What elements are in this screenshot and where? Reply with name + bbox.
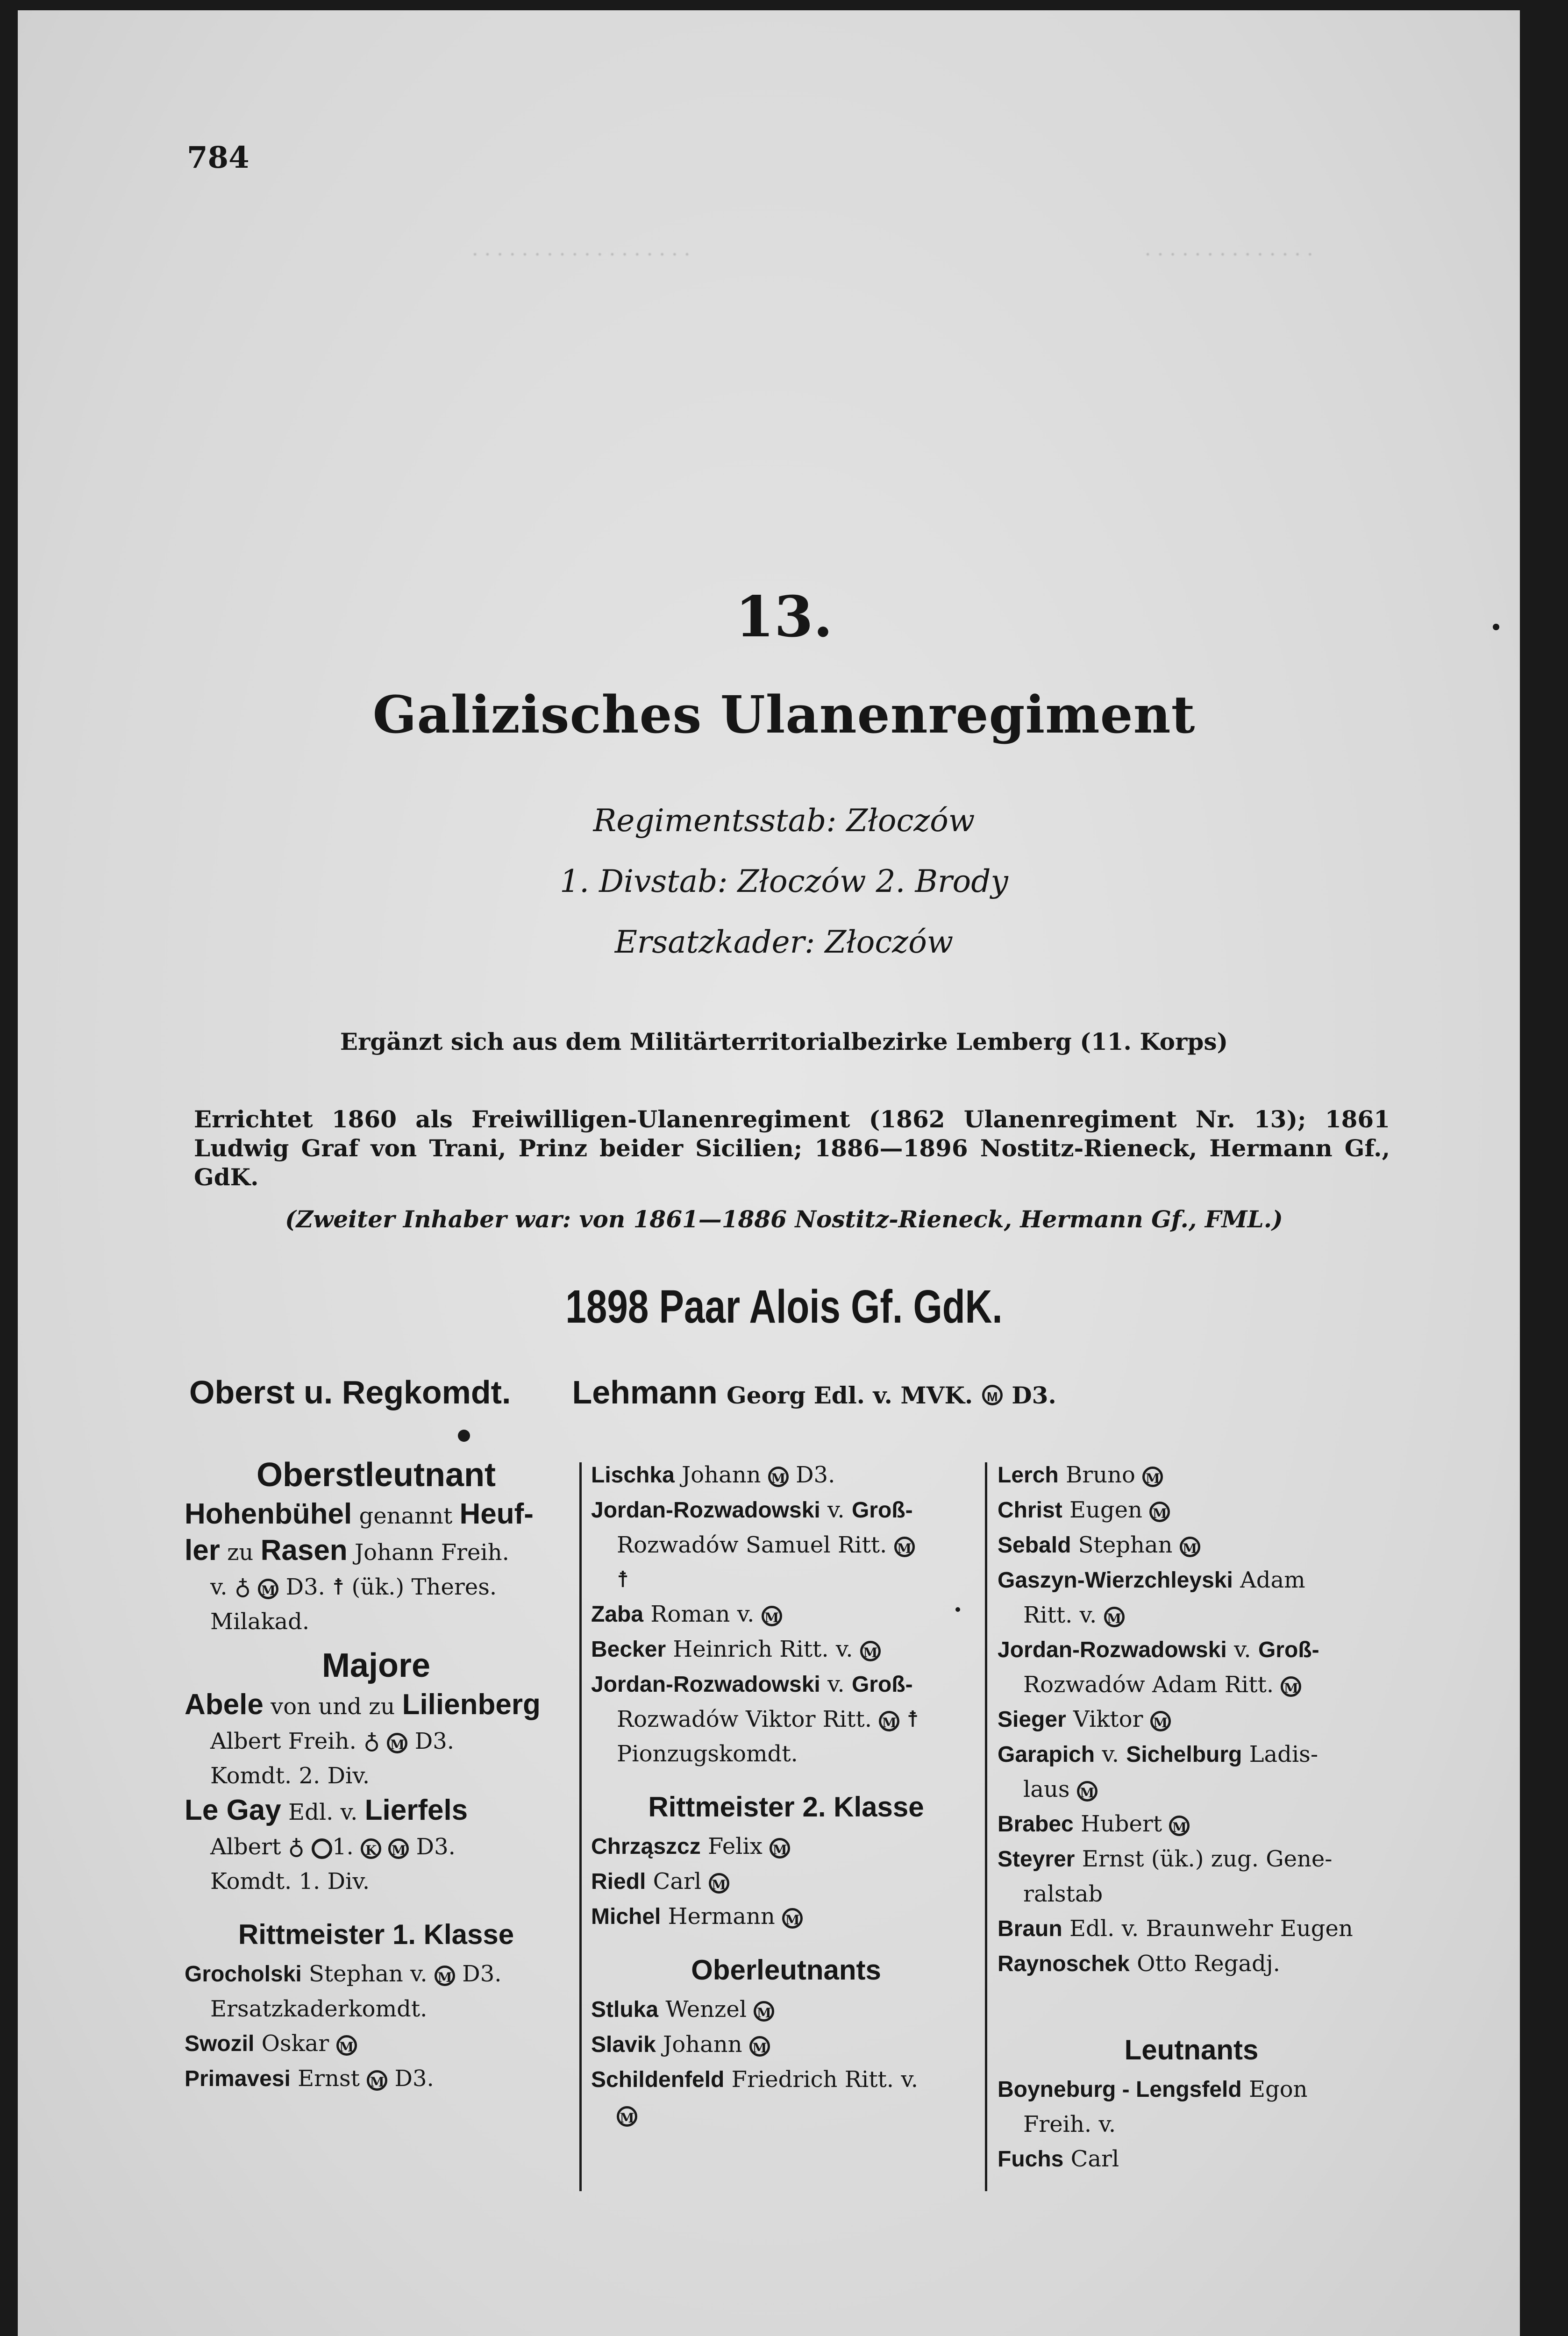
merit-medal-icon: M <box>1180 1537 1200 1557</box>
merit-medal-icon: M <box>388 1838 409 1859</box>
regiment-staff: Regimentsstab: Złoczów <box>593 803 975 839</box>
roster-entry: Steyrer Ernst (ük.) zug. Gene- ralstab <box>998 1846 1333 1907</box>
ink-speck <box>955 1607 960 1612</box>
merit-medal-icon: M <box>387 1733 407 1753</box>
commander-name: Lehmann <box>572 1374 718 1410</box>
section-heading-rittmeister-2: Rittmeister 2. Klasse <box>648 1791 924 1823</box>
regiment-number: 13. <box>735 584 833 650</box>
order-icon: ♁ <box>288 1834 305 1860</box>
reserve-cadre: Ersatzkader: Złoczów <box>614 924 954 960</box>
roster-entry: Stluka Wenzel M <box>591 1992 981 2027</box>
roster-entry: Michel Hermann M <box>591 1899 981 1934</box>
merit-medal-icon: M <box>894 1537 915 1557</box>
roster-entry: Lischka Johann M D3. <box>591 1462 835 1488</box>
ink-speck <box>458 1430 470 1442</box>
column-divider <box>985 1462 987 2191</box>
roster-entry: Jordan-Rozwadowski v. Groß- Rozwadów Samuel Ritt. M ☨ <box>591 1493 981 1597</box>
ink-speck <box>1493 624 1499 630</box>
cross-icon: ☨ <box>906 1706 919 1732</box>
merit-medal-icon: M <box>982 1385 1003 1405</box>
merit-medal-icon: M <box>258 1579 278 1599</box>
section-heading-majore: Majore <box>321 1647 431 1684</box>
roster-entry: Schildenfeld Friedrich Ritt. v. M <box>591 2066 918 2126</box>
roster-entry: Raynoschek Otto Regadj. <box>998 1951 1280 1977</box>
roster-column-2 <box>591 1458 981 2132</box>
ring-decoration-icon <box>312 1838 332 1859</box>
merit-medal-icon: M <box>1281 1676 1301 1697</box>
second-owner-note: (Zweiter Inhaber war: von 1861—1886 Nostitz-Rieneck, Hermann Gf., FML.) <box>285 1205 1283 1233</box>
bleed-through-text: · · · · · · · · · · · · · · <box>1145 243 1313 266</box>
merit-medal-icon: M <box>1169 1816 1190 1836</box>
roster-entry: Fuchs Carl <box>998 2146 1119 2172</box>
commander-rank: Oberst u. Regkomdt. <box>189 1374 511 1410</box>
roster-entry: Lerch Bruno M <box>998 1458 1385 1493</box>
order-icon: ♁ <box>234 1574 251 1600</box>
roster-entry: Le Gay Edl. v. Lierfels Albert ♁ 1. K M D3. Komdt. 1. Div. <box>185 1794 468 1894</box>
roster-entry: Becker Heinrich Ritt. v. M <box>591 1632 981 1667</box>
roster-entry: Boyneburg - Lengsfeld Egon Freih. v. <box>998 2076 1308 2137</box>
section-heading-oberstleutnant: Oberstleutnant <box>256 1456 496 1494</box>
merit-medal-icon: M <box>754 2001 774 2022</box>
roster-entry: Gaszyn-Wierzchleyski Adam Ritt. v. M <box>998 1567 1305 1628</box>
cross-icon: ☨ <box>332 1574 345 1600</box>
commander-details: Georg Edl. v. MVK. <box>727 1382 973 1409</box>
roster-entry: Jordan-Rozwadowski v. Groß- Rozwadów Adam Ritt. M <box>998 1637 1319 1698</box>
roster-entry: Garapich v. Sichelburg Ladis- laus M <box>998 1741 1319 1802</box>
division-staff: 1. Divstab: Złoczów 2. Brody <box>560 863 1008 899</box>
merit-medal-icon: M <box>768 1467 789 1487</box>
regiment-name: Galizisches Ulanenregiment <box>372 684 1196 745</box>
page-number: 784 <box>187 140 249 175</box>
merit-medal-icon: M <box>1104 1607 1125 1627</box>
order-icon: ♁ <box>363 1728 380 1754</box>
merit-medal-icon: M <box>749 2036 770 2057</box>
roster-entry: Sieger Viktor M <box>998 1702 1385 1737</box>
merit-medal-icon: M <box>1150 1711 1171 1731</box>
roster-entry: Christ Eugen M <box>998 1493 1385 1528</box>
roster-entry: Braun Edl. v. Braunwehr Eugen <box>998 1916 1353 1942</box>
roster-column-1 <box>185 1458 568 2096</box>
roster-entry: Slavik Johann M <box>591 2027 981 2062</box>
commander-suffix: D3. <box>1012 1382 1056 1409</box>
roster-entry: Grocholski Stephan v. M D3. Ersatzkaderkomdt. <box>185 1961 502 2022</box>
roster-entry: Hohenbühel genannt Heuf- ler zu Rasen Johann Freih. v. ♁ M D3. ☨ (ük.) Theres. Milakad. <box>185 1498 534 1635</box>
merit-medal-icon: M <box>770 1838 790 1859</box>
roster-entry: Swozil Oskar M <box>185 2026 568 2061</box>
merit-medal-icon: M <box>435 1966 455 1986</box>
k-medal-icon: K <box>361 1838 381 1859</box>
merit-medal-icon: M <box>762 1606 782 1626</box>
roster-entry: Brabec Hubert M <box>998 1807 1385 1842</box>
merit-medal-icon: M <box>617 2106 637 2127</box>
merit-medal-icon: M <box>860 1641 881 1661</box>
roster-entry: Primavesi Ernst M D3. <box>185 2065 434 2092</box>
roster-entry: Riedl Carl M <box>591 1864 981 1899</box>
roster-entry: Sebald Stephan M <box>998 1528 1385 1563</box>
column-divider <box>579 1462 582 2191</box>
merit-medal-icon: M <box>709 1873 729 1894</box>
cross-icon: ☨ <box>617 1567 629 1593</box>
roster-entry: Abele von und zu Lilienberg Albert Freih. ♁ M D3. Komdt. 2. Div. <box>185 1688 541 1789</box>
merit-medal-icon: M <box>336 2035 357 2056</box>
founding-history: Errichtet 1860 als Freiwilligen-Ulanenregiment (1862 Ulanenregiment Nr. 13); 1861 Ludwig Graf von Trani, Prinz beider Sicilien; 1886—1896 Nostitz-Rieneck, Hermann Gf., GdK. <box>194 1105 1390 1191</box>
merit-medal-icon: M <box>879 1711 899 1731</box>
bleed-through-text: · · · · · · · · · · · · · · · · · · <box>472 243 691 266</box>
section-heading-leutnants: Leutnants <box>1124 2034 1259 2065</box>
section-heading-oberleutnants: Oberleutnants <box>691 1954 881 1986</box>
roster-column-3 <box>998 1458 1385 2177</box>
merit-medal-icon: M <box>1142 1467 1163 1487</box>
merit-medal-icon: M <box>1077 1781 1098 1802</box>
roster-entry: Zaba Roman v. M <box>591 1597 981 1632</box>
roster-entry: Jordan-Rozwadowski v. Groß- Rozwadów Viktor Ritt. M ☨ Pionzugskomdt. <box>591 1671 919 1767</box>
regiment-chief: 1898 Paar Alois Gf. GdK. <box>565 1281 1003 1333</box>
merit-medal-icon: M <box>782 1908 803 1929</box>
commander-line <box>189 1374 1056 1411</box>
recruitment-district: Ergänzt sich aus dem Militärterritorialbezirke Lemberg (11. Korps) <box>340 1028 1228 1055</box>
roster-entry: Chrząszcz Felix M <box>591 1829 981 1864</box>
section-heading-rittmeister-1: Rittmeister 1. Klasse <box>238 1919 514 1950</box>
merit-medal-icon: M <box>1149 1502 1170 1522</box>
merit-medal-icon: M <box>367 2070 387 2091</box>
